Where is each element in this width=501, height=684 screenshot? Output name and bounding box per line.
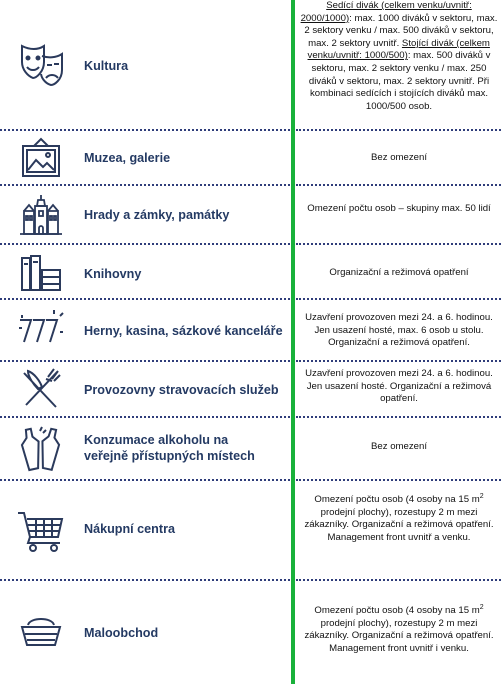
seated-heading: Sedící divák (celkem venku/uvnitř: 2000/1000) [300, 0, 472, 24]
theater-masks-icon [16, 38, 66, 88]
row-label: Hrady a zámky, památky [84, 208, 230, 222]
gallery-icon [16, 134, 66, 184]
books-icon [16, 248, 66, 298]
desc-superscript: 2 [479, 492, 484, 500]
row-muzea [0, 131, 501, 186]
standing-heading: Stojící divák (celkem venku/uvnitř: 1000/500) [307, 37, 490, 62]
row-label: Provozovny stravovacích služeb [84, 383, 279, 397]
row-label: Konzumace alkoholu na veřejně přístupných místech [84, 433, 255, 463]
row-label: Kultura [84, 59, 129, 73]
row-label: Muzea, galerie [84, 151, 171, 165]
row-maloobchod [0, 581, 501, 684]
row-alkohol [0, 418, 501, 481]
desc-text: Omezení počtu osob (4 osoby na 15 m [314, 605, 480, 616]
row-stravovani [0, 362, 501, 418]
row-kultura [0, 0, 501, 131]
shopping-cart-icon [16, 505, 66, 555]
row-description: Bez omezení [371, 441, 427, 452]
desc-text: Omezení počtu osob (4 osoby na 15 m [314, 494, 480, 505]
desc-text: prodejní plochy), rozestupy 2 m mezi zákazníky. Organizační a režimová opatření. Management front uvnitř a venku. [304, 506, 494, 543]
row-label: Herny, kasina, sázkové kanceláře [84, 324, 283, 338]
row-description [300, 605, 498, 655]
row-nakupni-centra [0, 481, 501, 581]
row-description: Omezení počtu osob – skupiny max. 50 lidí [307, 203, 491, 214]
row-description: Organizační a režimová opatření [329, 267, 469, 278]
row-description: Bez omezení [371, 152, 427, 163]
row-description [300, 0, 498, 113]
castle-icon [16, 191, 66, 241]
row-knihovny [0, 245, 501, 300]
row-label: Nákupní centra [84, 522, 175, 536]
desc-text: prodejní plochy), rozestupy 2 m mezi zákazníky. Organizační a režimová opatření. Management front uvnitř i venku. [304, 617, 494, 654]
row-description: Uzavření provozoven mezi 24. a 6. hodinou. Jen usazení hosté, max. 6 osob u stolu. Organizační a režimová opatření. [305, 312, 493, 349]
row-description [300, 494, 498, 544]
seated-text: : max. 1000 diváků v sektoru, max. 2 sektory venku / max. 500 diváků v sektoru, max. 2 sektory uvnitř. [304, 12, 498, 49]
bottles-icon [16, 425, 66, 475]
desc-superscript: 2 [479, 603, 484, 611]
slot-777-icon [16, 306, 66, 356]
row-label: Maloobchod [84, 626, 159, 640]
fork-knife-icon [16, 365, 66, 415]
row-description: Uzavření provozoven mezi 24. a 6. hodinou. Jen usazení hosté. Organizační a režimová opatření. [305, 368, 493, 405]
row-herny [0, 300, 501, 362]
shopping-basket-icon [16, 607, 66, 657]
standing-text: : max. 500 diváků v sektoru, max. 2 sektory venku / max. 250 diváků v sektoru, max. 2 sektory uvnitř. Při kombinaci sedících i stojících diváků max. 1000/500 osob. [308, 50, 491, 112]
row-hrady [0, 186, 501, 245]
row-label: Knihovny [84, 267, 142, 281]
